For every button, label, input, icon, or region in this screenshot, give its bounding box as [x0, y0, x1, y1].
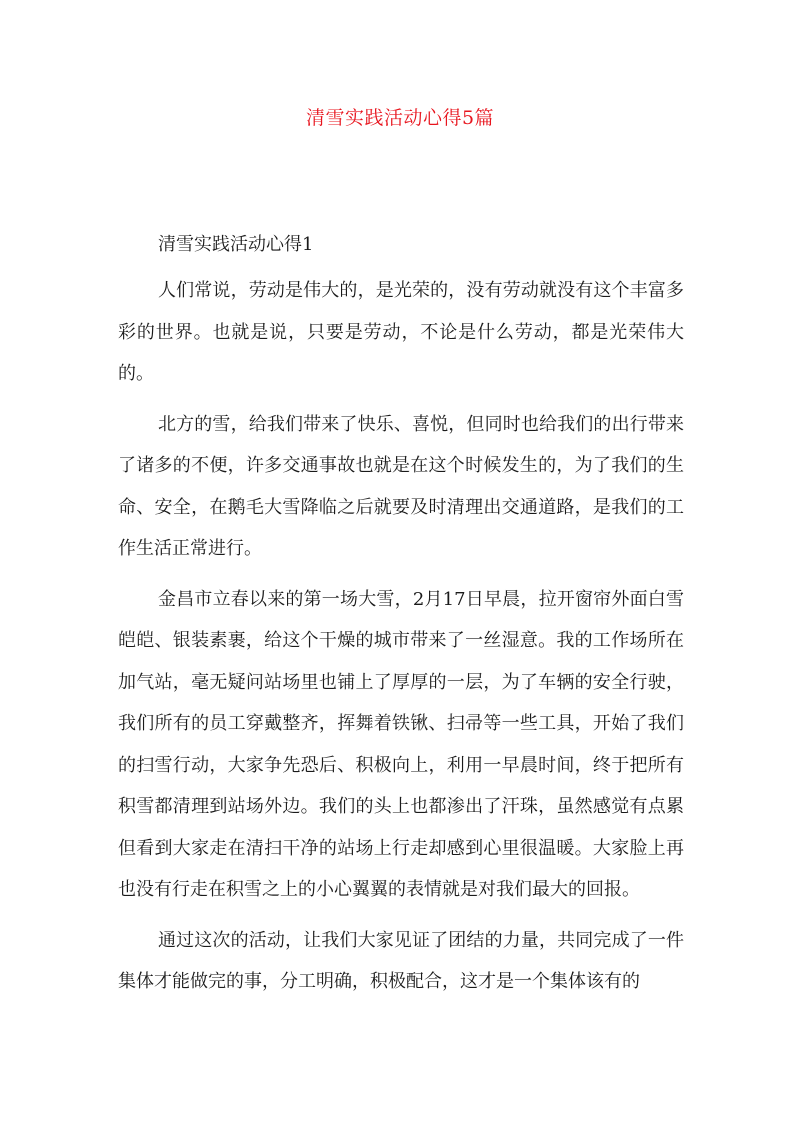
document-title: 清雪实践活动心得5篇: [305, 107, 495, 129]
paragraph-4: 通过这次的活动，让我们大家见证了团结的力量，共同完成了一件集体才能做完的事，分工明确，积极配合，这才是一个集体该有的: [118, 929, 684, 992]
section-heading: 清雪实践活动心得1: [158, 234, 314, 255]
document-body: [118, 228, 684, 1012]
paragraph-3: 金昌市立春以来的第一场大雪，2月17日早晨，拉开窗帘外面白雪皑皑、银装素裹，给这个干燥的城市带来了一丝湿意。我的工作场所在加气站，毫无疑问站场里也铺上了厚厚的一层，为了车辆的安全行驶，我们所有的员工穿戴整齐，挥舞着铁锹、扫帚等一些工具，开始了我们的扫雪行动，大家争先恐后、积极向上，利用一早晨时间，终于把所有积雪都清理到站场外边。我们的头上也都渗出了汗珠，虽然感觉有点累但看到大家走在清扫干净的站场上行走却感到心里很温暖。大家脸上再也没有行走在积雪之上的小心翼翼的表情就是对我们最大的回报。: [118, 588, 684, 900]
paragraph-1: 人们常说，劳动是伟大的，是光荣的，没有劳动就没有这个丰富多彩的世界。也就是说，只要是劳动，不论是什么劳动，都是光荣伟大的。: [118, 280, 684, 384]
paragraph-2: 北方的雪，给我们带来了快乐、喜悦，但同时也给我们的出行带来了诸多的不便，许多交通事故也就是在这个时候发生的，为了我们的生命、安全，在鹅毛大雪降临之后就要及时清理出交通道路，是我们的工作生活正常进行。: [118, 413, 684, 559]
